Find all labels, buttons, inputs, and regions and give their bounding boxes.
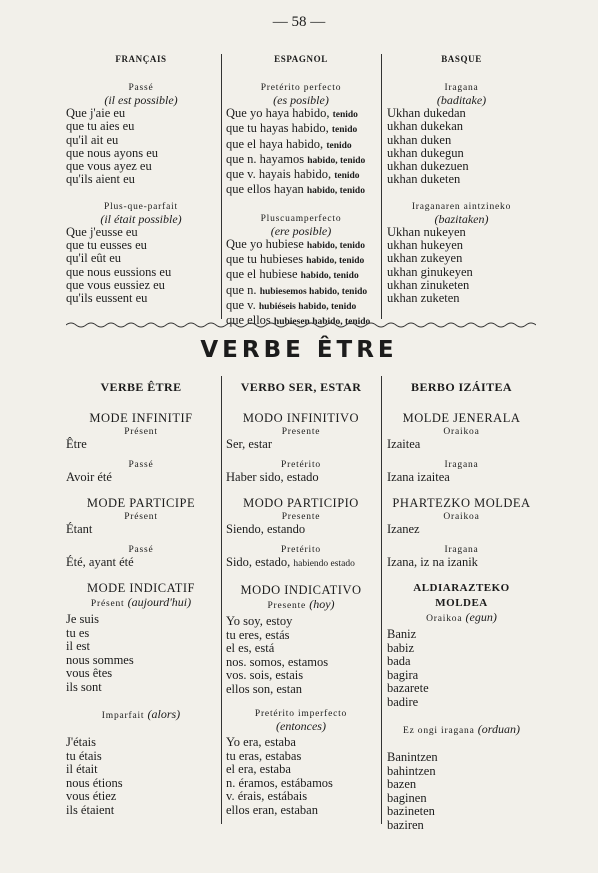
passe-label: Pretérito — [281, 544, 321, 555]
text-line: Que yo haya habido, tenido — [226, 106, 358, 120]
text-line: Yo era, estaba — [226, 735, 296, 749]
text-line: Que yo hubiese habido, tenido — [226, 236, 365, 251]
present-conjugation — [66, 613, 216, 694]
phartezko-moldea: PHARTEZKO MOLDEA — [392, 496, 531, 510]
text-line: bahintzen — [387, 763, 436, 778]
aldiarazteko-moldea: ALDIARAZTEKO MOLDEA — [413, 582, 510, 609]
text-line: ukhan zukeyen — [387, 251, 463, 266]
present-label: Présent — [124, 512, 158, 522]
text-line: qu'ils eussent eu — [66, 291, 148, 306]
mode-participio: MODO PARTICIPIO — [243, 496, 359, 510]
page-number: — 58 — — [272, 14, 326, 30]
text-line: vous étiez — [66, 789, 117, 803]
imperfecto-sublabel: (entonces) — [276, 719, 326, 733]
passe-lines — [66, 107, 216, 187]
text-line: el era, estaba — [226, 762, 291, 776]
text-line: badire — [387, 694, 419, 709]
text-line: vous êtes — [66, 666, 113, 680]
present-label: Oraikoa (egun) — [426, 610, 497, 624]
text-line: ukhan hukeyen — [387, 238, 464, 253]
text-line: ukhan duken — [387, 132, 452, 147]
present-label: Presente — [281, 427, 321, 437]
text-line: que nous eussions eu — [66, 264, 172, 279]
passe-value: Avoir été — [66, 469, 112, 484]
text-line: Que j'aie eu — [66, 106, 126, 120]
column-divider — [221, 376, 222, 824]
passe-value: Izana, iz na izanik — [387, 554, 478, 569]
passe-subtitle: (il est possible) — [104, 93, 178, 107]
imparfait-conjugation — [66, 736, 216, 817]
text-line: v. érais, estábais — [226, 789, 308, 803]
present-label: Presente — [281, 512, 321, 522]
text-line: Ukhan nukeyen — [387, 224, 466, 239]
present-value: Siendo, estando — [226, 522, 306, 536]
text-line: que v. hubiéseis habido, tenido — [226, 297, 357, 312]
wavy-divider — [66, 321, 536, 329]
molde-jenerala: MOLDE JENERALA — [402, 411, 521, 425]
mode-infinitif: MODE INFINITIF — [89, 411, 193, 425]
text-line: Je suis — [66, 612, 99, 626]
iraganaren-lines — [387, 226, 536, 306]
text-line: tu es — [66, 625, 90, 640]
preterito-perfecto-lines — [226, 107, 376, 199]
passe-title: Passé — [128, 83, 154, 93]
text-line: Ukhan dukedan — [387, 106, 466, 120]
column-header-spanish: ESPAGNOL — [274, 54, 328, 64]
passe-label: Iragana — [444, 459, 479, 470]
text-line: ukhan dukekan — [387, 119, 464, 134]
column-header-french: FRANÇAIS — [115, 54, 167, 64]
text-line: que vous eussiez eu — [66, 277, 165, 292]
text-line: qu'ils aient eu — [66, 172, 135, 187]
text-line: bada — [387, 654, 411, 668]
text-line: nous sommes — [66, 652, 134, 667]
text-line: ils sont — [66, 679, 102, 694]
present-label: Oraikoa — [443, 512, 480, 522]
text-line: que tu hubieses habido, tenido — [226, 252, 365, 267]
present-value: Izaitea — [387, 437, 421, 451]
passe-value: Sido, estado, habiendo estado — [226, 554, 355, 569]
text-line: el es, está — [226, 641, 275, 655]
verb-header-spanish: VERBO SER, ESTAR — [240, 380, 362, 394]
text-line: Banintzen — [387, 750, 438, 764]
mode-indicativo: MODO INDICATIVO — [240, 583, 362, 597]
passe-value: Été, ayant été — [66, 554, 134, 569]
present-label: Présent — [124, 427, 158, 437]
mode-indicatif: MODE INDICATIF — [86, 581, 196, 595]
section-title: VERBE ÊTRE — [200, 337, 398, 363]
mode-participe: MODE PARTICIPE — [86, 496, 196, 510]
text-line: qu'il ait eu — [66, 132, 119, 147]
text-line: que tu hayas habido, tenido — [226, 121, 358, 136]
text-line: vos. sois, estais — [226, 668, 304, 682]
imperfecto-label: Pretérito imperfecto — [254, 709, 348, 719]
text-line: il est — [66, 639, 90, 653]
pluscuamperfecto-subtitle: (ere posible) — [270, 223, 332, 238]
iragana-title: Iragana — [444, 83, 479, 93]
text-line: que el hubiese habido, tenido — [226, 267, 359, 282]
ez-ongi-iragana-label: Ez ongi iragana (orduan) — [402, 722, 520, 736]
present-conjugation — [387, 628, 536, 709]
text-line: que tu aies eu — [66, 119, 135, 134]
text-line: baziren — [387, 817, 424, 832]
top-conjugation-table — [66, 54, 536, 328]
text-line: bazarete — [387, 681, 429, 695]
spanish-column — [226, 54, 376, 330]
text-line: bazineten — [387, 804, 435, 818]
column-header-basque: BASQUE — [441, 54, 482, 64]
text-line: tu eres, estás — [226, 627, 290, 642]
text-line: ellos eran, estaban — [226, 802, 318, 817]
text-line: ellos son, estan — [226, 681, 303, 696]
text-line: que nous ayons eu — [66, 145, 158, 160]
ez-ongi-iragana-conjugation — [387, 751, 536, 832]
imparfait-label: Imparfait (alors) — [101, 707, 181, 721]
text-line: ukhan ginukeyen — [387, 264, 473, 279]
verb-header-french: VERBE ÊTRE — [100, 380, 182, 394]
text-line: ukhan zinuketen — [387, 277, 470, 292]
passe-label: Iragana — [444, 544, 479, 555]
text-line: J'étais — [66, 735, 97, 749]
mode-infinitivo: MODO INFINITIVO — [242, 411, 360, 425]
french-column — [66, 54, 216, 306]
imperfecto-conjugation — [226, 736, 376, 817]
text-line: que tu eusses eu — [66, 238, 147, 253]
text-line: tu eras, estabas — [226, 748, 302, 763]
text-line: baginen — [387, 790, 427, 805]
verb-etre-table — [66, 376, 536, 832]
passe-value: Haber sido, estado — [226, 469, 319, 484]
text-line: que vous ayez eu — [66, 159, 152, 174]
preterito-perfecto-subtitle: (es posible) — [273, 93, 329, 107]
text-line: babiz — [387, 640, 415, 655]
verb-header-basque: BERBO IZÁITEA — [411, 380, 512, 394]
pluscuamperfecto-title: Pluscuamperfecto — [260, 213, 342, 224]
text-line: Baniz — [387, 627, 417, 641]
passe-value: Izana izaitea — [387, 469, 450, 484]
text-line: que ellos hubiesen habido, tenido — [226, 313, 371, 328]
text-line: tu étais — [66, 748, 102, 763]
present-value: Izanez — [387, 522, 420, 536]
present-label: Présent (aujourd'hui) — [90, 595, 192, 609]
column-divider — [381, 54, 382, 319]
present-label: Presente (hoy) — [267, 597, 335, 611]
text-line: nos. somos, estamos — [226, 654, 329, 669]
text-line: que el haya habido, tenido — [226, 136, 352, 151]
text-line: que n. hubiesemos habido, tenido — [226, 282, 368, 297]
text-line: n. éramos, estábamos — [226, 775, 333, 790]
basque-column — [387, 54, 536, 306]
spanish-verb-column — [226, 376, 376, 817]
present-label: Oraikoa — [443, 427, 480, 437]
iraganaren-subtitle: (bazitaken) — [434, 211, 489, 226]
text-line: que n. hayamos habido, tenido — [226, 151, 366, 166]
text-line: ukhan dukezuen — [387, 159, 469, 174]
column-divider — [221, 54, 222, 319]
pluscuamperfecto-lines — [226, 238, 376, 330]
text-line: ils étaient — [66, 802, 115, 817]
passe-label: Passé — [128, 459, 154, 470]
text-line: Que j'eusse eu — [66, 224, 138, 239]
present-value: Ser, estar — [226, 437, 273, 451]
iraganaren-title: Iraganaren aintzineko — [411, 201, 512, 212]
present-conjugation — [226, 615, 376, 696]
plusque-title: Plus-que-parfait — [103, 201, 178, 212]
plusque-subtitle: (il était possible) — [100, 211, 182, 226]
text-line: ukhan dukegun — [387, 145, 464, 160]
text-line: Yo soy, estoy — [226, 614, 293, 628]
text-line: que ellos hayan habido, tenido — [226, 182, 365, 197]
text-line: que v. hayais habido, tenido — [226, 167, 360, 182]
plusque-lines — [66, 226, 216, 306]
text-line: ukhan zuketen — [387, 291, 460, 306]
passe-label: Passé — [128, 544, 154, 555]
present-value: Être — [66, 437, 87, 451]
text-line: qu'il eût eu — [66, 251, 122, 266]
iragana-lines — [387, 107, 536, 187]
preterito-perfecto-title: Pretérito perfecto — [260, 83, 342, 93]
iragana-subtitle: (baditake) — [436, 93, 487, 107]
column-divider — [381, 376, 382, 824]
text-line: ukhan duketen — [387, 172, 461, 187]
present-value: Étant — [66, 522, 93, 536]
text-line: bagira — [387, 667, 419, 682]
french-verb-column — [66, 376, 216, 817]
text-line: il était — [66, 762, 98, 776]
text-line: nous étions — [66, 775, 123, 790]
basque-verb-column — [387, 376, 536, 832]
passe-label: Pretérito — [281, 459, 321, 470]
text-line: bazen — [387, 777, 417, 791]
